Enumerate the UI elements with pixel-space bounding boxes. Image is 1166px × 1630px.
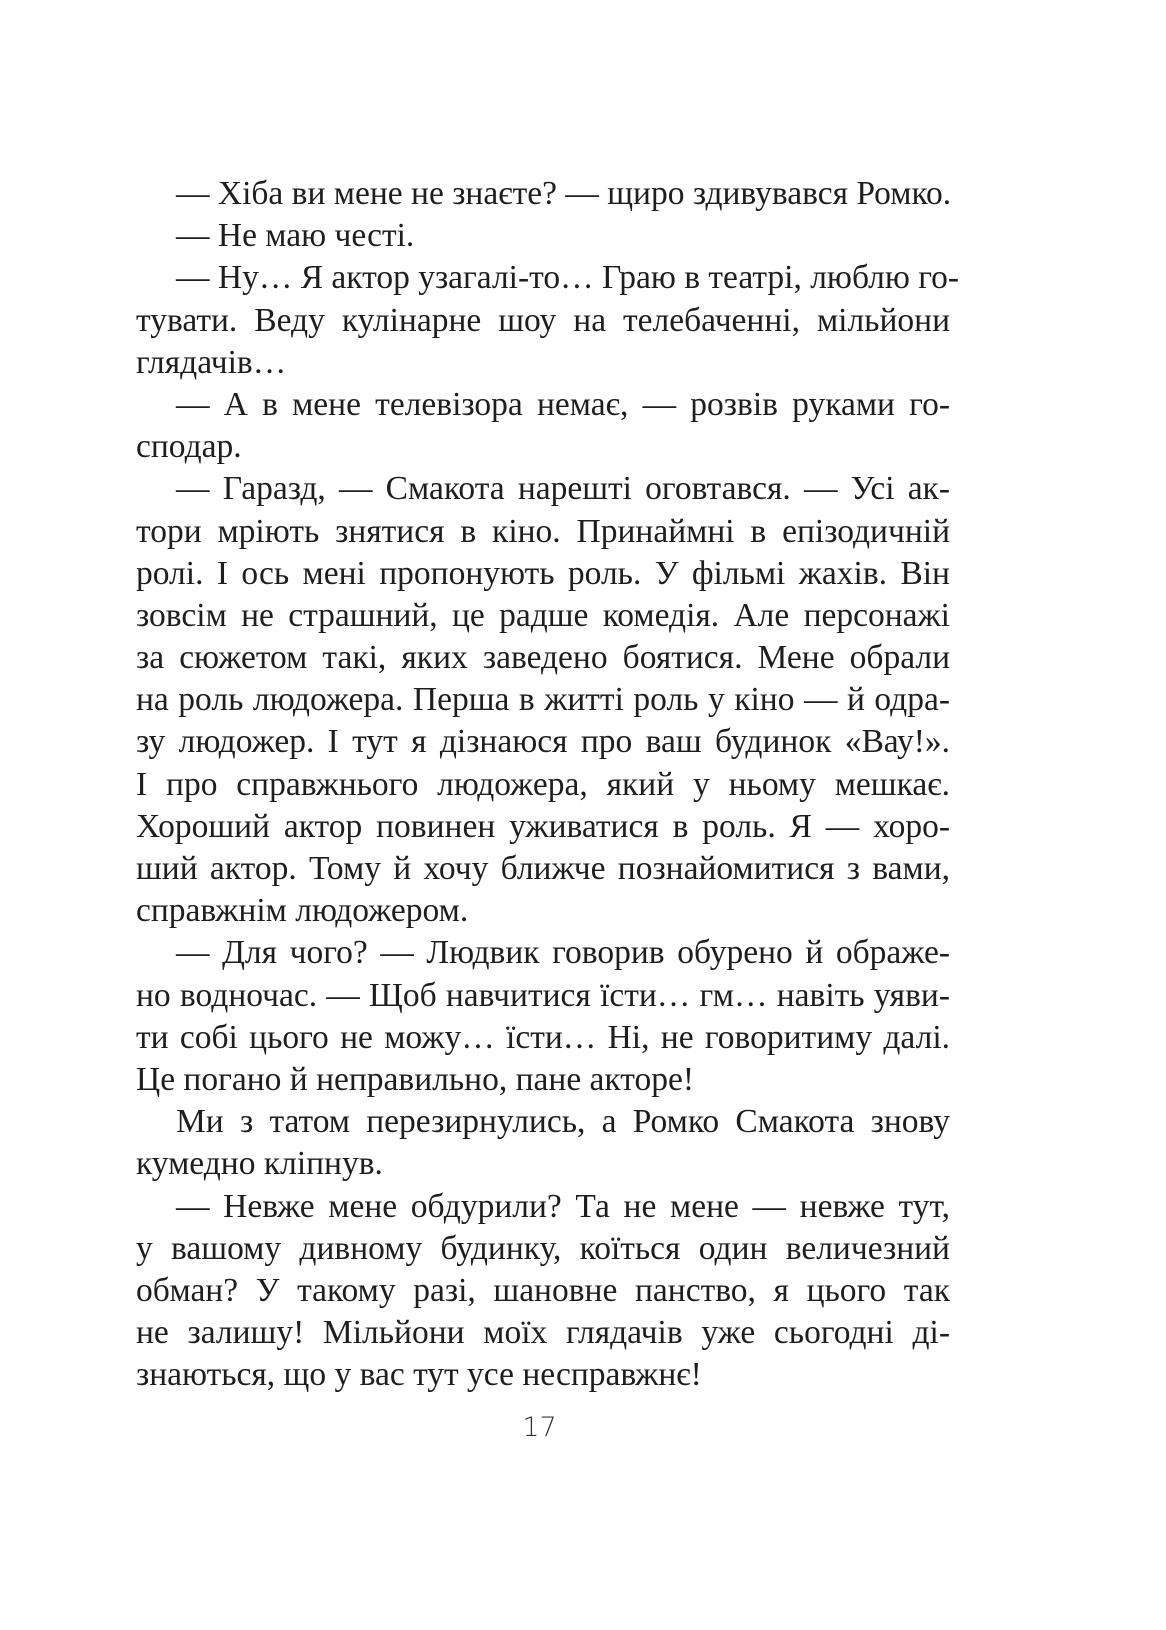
text-line: І про справжнього людожера, який у ньому мешкає. bbox=[136, 765, 950, 803]
text-line: ти собі цього не можу… їсти… Ні, не говоритиму далі. bbox=[136, 1018, 950, 1056]
text-line: зовсім не страшний, це радше комедія. Але персонажі bbox=[136, 596, 950, 634]
text-line: — Не маю честі. bbox=[176, 217, 415, 255]
text-line: кумедно кліпнув. bbox=[136, 1145, 383, 1183]
text-line: — Ну… Я актор узагалі-то… Граю в театрі, люблю го- bbox=[176, 259, 960, 297]
text-line: на роль людожера. Перша в житті роль у кіно — й одра- bbox=[136, 681, 950, 719]
text-line: не залишу! Мільйони моїх глядачів уже сьогодні ді- bbox=[136, 1314, 950, 1352]
text-line: — Невже мене обдурили? Та не мене — невже тут, bbox=[176, 1187, 950, 1225]
text-line: обман? У такому разі, шановне панство, я цього так bbox=[136, 1271, 950, 1309]
text-line: глядачів… bbox=[136, 343, 287, 381]
text-line: тувати. Веду кулінарне шоу на телебаченні, мільйони bbox=[136, 301, 950, 339]
text-line: но водночас. — Щоб навчитися їсти… гм… навіть уяви- bbox=[136, 976, 950, 1014]
page-number: 17 bbox=[522, 1412, 557, 1443]
text-line: — Хіба ви мене не знаєте? — щиро здивувався Ромко. bbox=[176, 175, 952, 212]
text-line: — Гаразд, — Смакота нарешті оговтався. — Усі ак- bbox=[176, 470, 950, 508]
text-line: знаються, що у вас тут усе несправжнє! bbox=[136, 1356, 702, 1394]
text-line: — А в мене телевізора немає, — розвів руками го- bbox=[176, 385, 950, 423]
text-line: ролі. І ось мені пропонують роль. У фільмі жахів. Він bbox=[136, 554, 950, 592]
text-line: Хороший актор повинен уживатися в роль. Я — хоро- bbox=[136, 807, 950, 845]
text-line: справжнім людожером. bbox=[136, 892, 469, 930]
text-line: у вашому дивному будинку, коїться один величезний bbox=[136, 1229, 950, 1267]
text-line: ший актор. Тому й хочу ближче познайомитися з вами, bbox=[136, 850, 950, 887]
text-line: Ми з татом перезирнулись, а Ромко Смакота знову bbox=[176, 1103, 950, 1141]
text-line: — Для чого? — Людвик говорив обурено й ображе- bbox=[176, 934, 950, 972]
body-text bbox=[136, 173, 960, 1396]
text-line: тори мріють знятися в кіно. Принаймні в епізодичній bbox=[136, 512, 950, 550]
text-line: за сюжетом такі, яких заведено боятися. Мене обрали bbox=[136, 639, 950, 677]
text-line: Це погано й неправильно, пане акторе! bbox=[136, 1060, 694, 1098]
text-line: зу людожер. І тут я дізнаюся про ваш будинок «Вау!». bbox=[136, 723, 950, 761]
text-line: сподар. bbox=[136, 428, 242, 466]
